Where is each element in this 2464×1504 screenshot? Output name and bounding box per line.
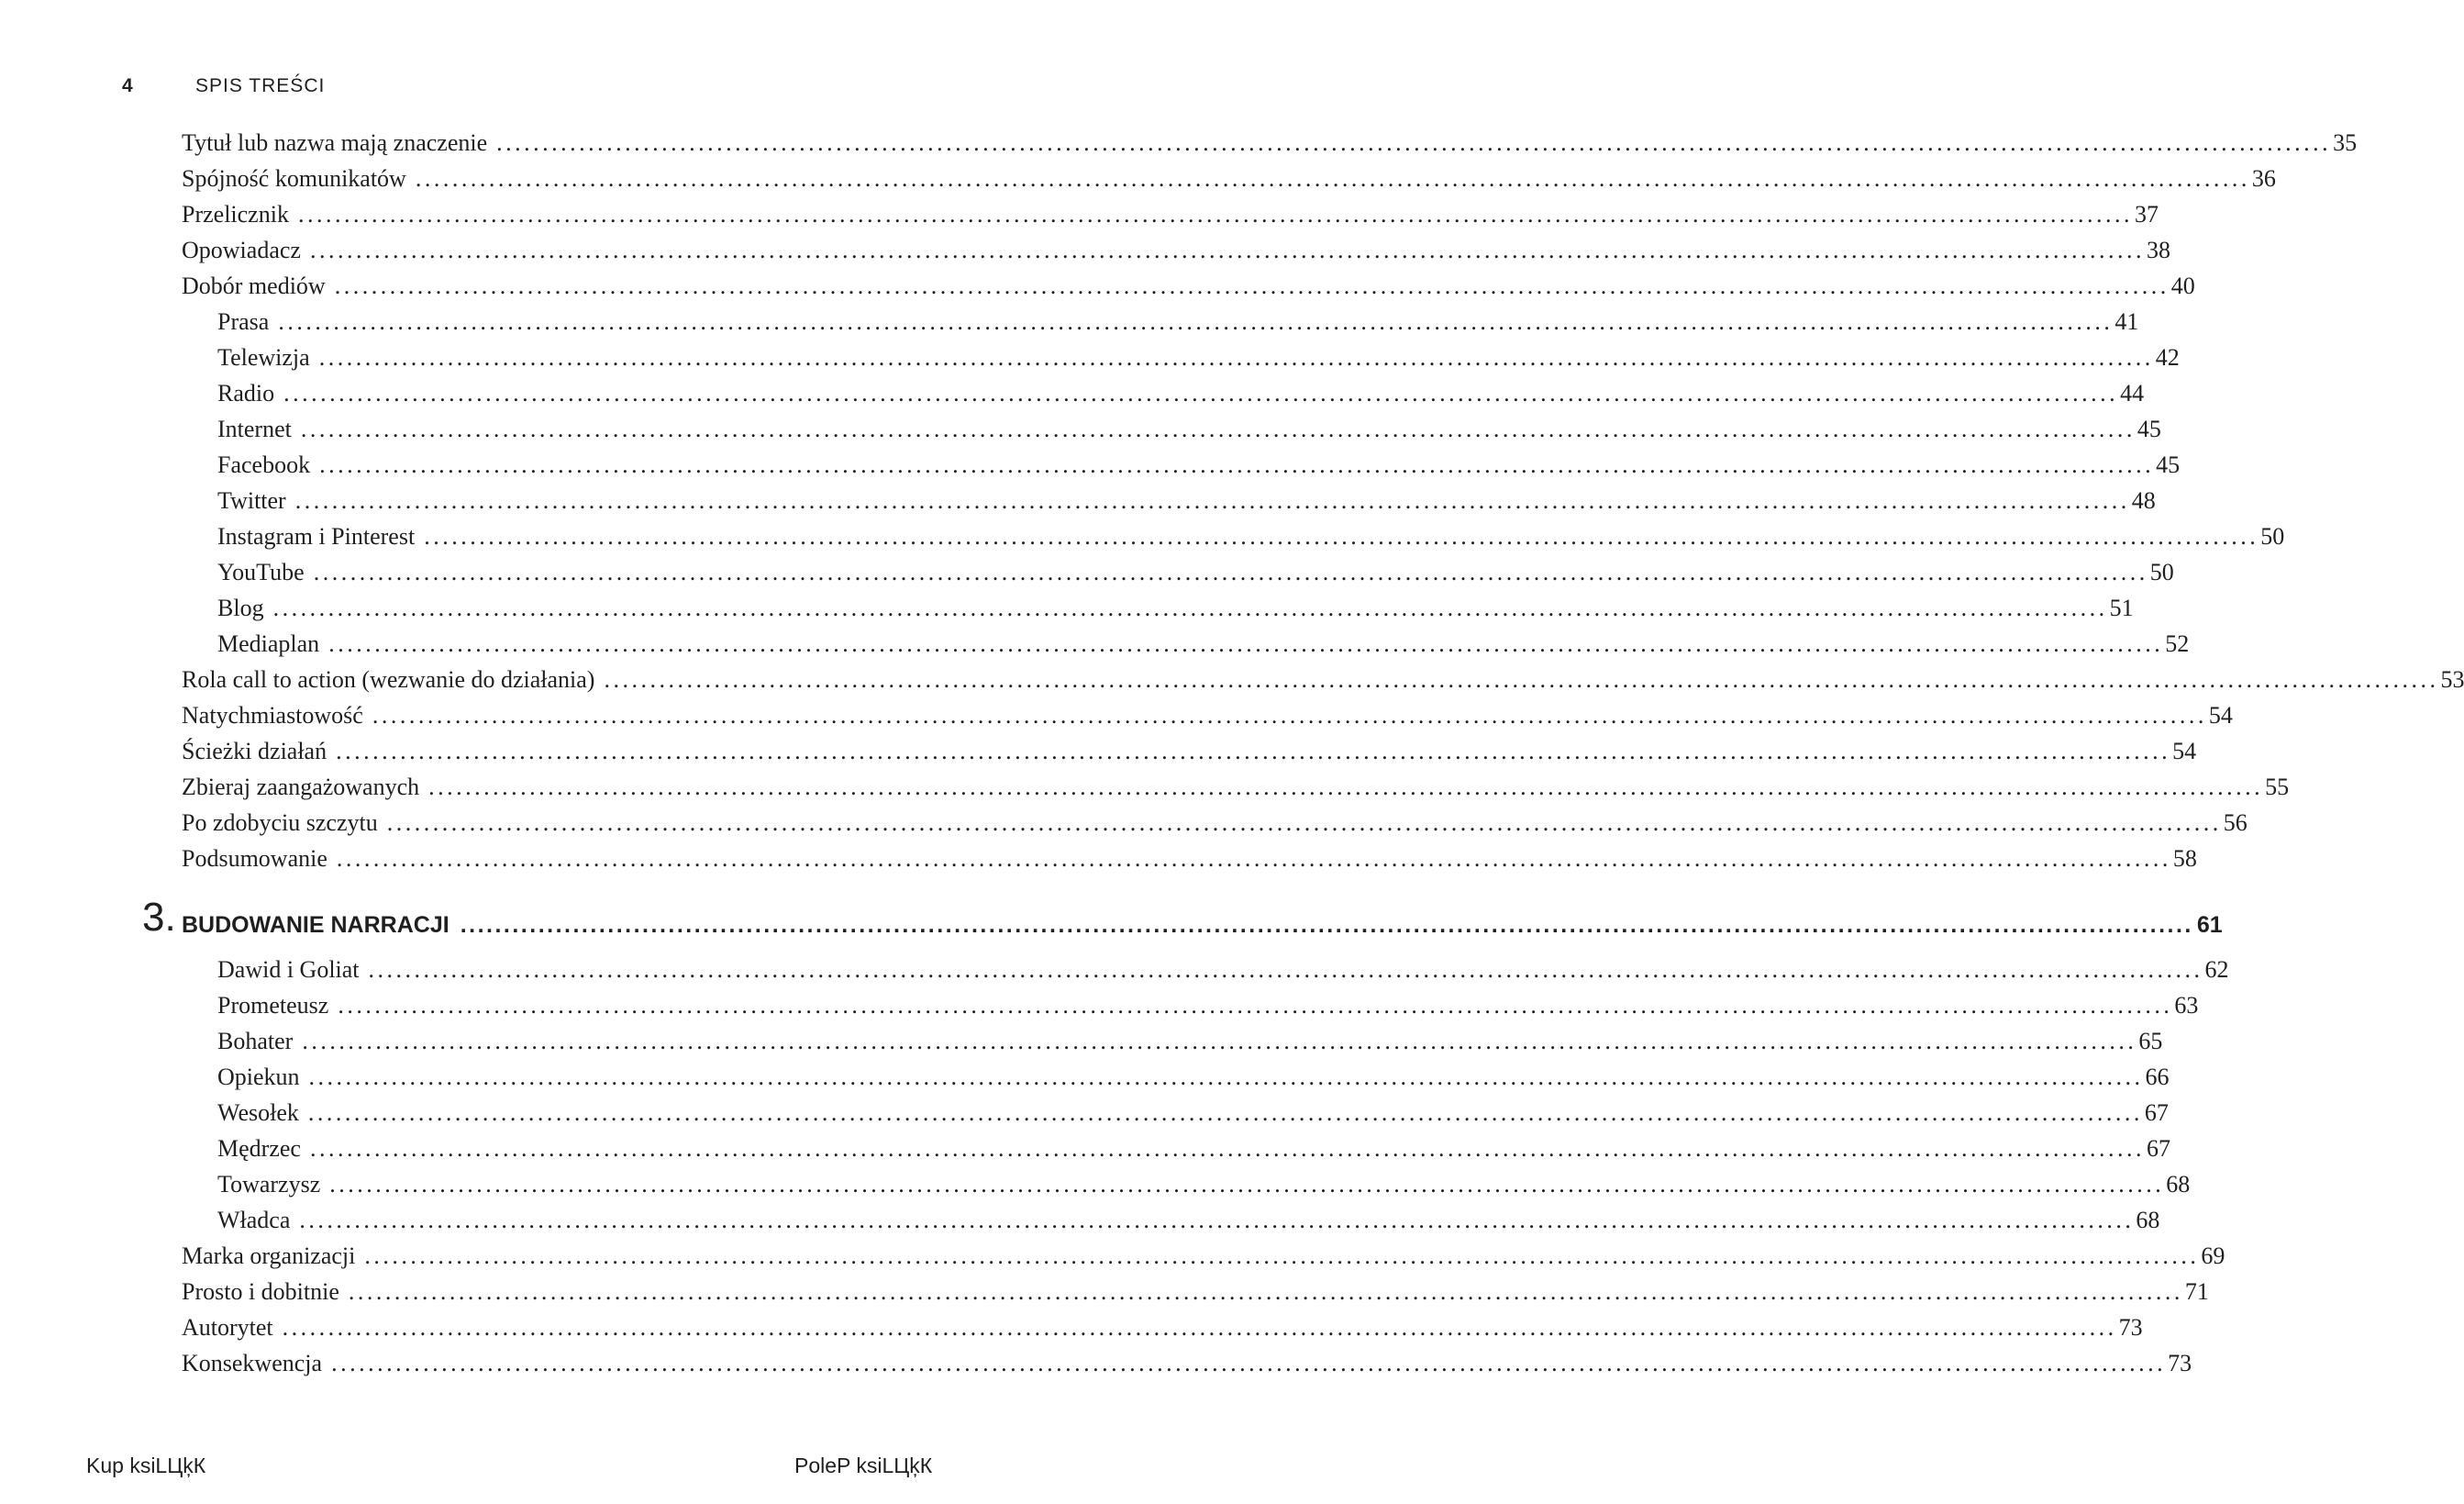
dot-leader: ........................................................................................................................................................................................................ xyxy=(386,809,2222,836)
toc-entry[interactable] xyxy=(182,702,2233,738)
toc-entry-label: Autorytet xyxy=(182,1314,273,1341)
dot-leader: ........................................................................................................................................................................................................ xyxy=(278,308,2114,335)
toc-entry-label: Po zdobyciu szczytu xyxy=(182,809,378,836)
toc-entry[interactable] xyxy=(182,774,2290,809)
running-head: SPIS TREŚCI xyxy=(195,75,326,96)
toc-entry[interactable] xyxy=(182,1314,2143,1350)
toc-entry-label: Dobór mediów xyxy=(182,273,326,299)
toc-entry-label: Przelicznik xyxy=(182,201,289,228)
chapter-number: 3. xyxy=(142,895,176,940)
dot-leader: ........................................................................................................................................................................................................ xyxy=(338,992,2173,1019)
dot-leader: ........................................................................................................................................................................................................ xyxy=(428,774,2264,800)
toc-entry[interactable] xyxy=(182,523,2285,559)
dot-leader: ........................................................................................................................................................................................................ xyxy=(294,487,2130,514)
toc-entry-page: 52 xyxy=(2165,630,2190,657)
dot-leader: ........................................................................................................................................................................................................ xyxy=(604,666,2439,693)
toc-entry-label: Prosto i dobitnie xyxy=(182,1278,339,1305)
toc-entry-label: Twitter xyxy=(217,487,286,514)
toc-entry-page: 73 xyxy=(2168,1350,2192,1376)
dot-leader: ........................................................................................................................................................................................................ xyxy=(336,845,2171,872)
toc-entry-page: 73 xyxy=(2118,1314,2143,1341)
toc-entry-page: 55 xyxy=(2265,774,2290,800)
dot-leader: ........................................................................................................................................................................................................ xyxy=(283,380,2119,407)
toc-entry-page: 44 xyxy=(2120,380,2145,407)
toc-entry[interactable] xyxy=(182,1171,2191,1207)
dot-leader: ........................................................................................................................................................................................................ xyxy=(299,1207,2135,1233)
toc-entry-label: YouTube xyxy=(217,559,305,585)
toc-section-1 xyxy=(182,129,2464,881)
toc-entry-label: Instagram i Pinterest xyxy=(217,523,416,550)
toc-entry-page: 68 xyxy=(2166,1171,2191,1198)
toc-section-2 xyxy=(182,956,2229,1386)
toc-entry-page: 51 xyxy=(2109,595,2134,621)
toc-entry[interactable] xyxy=(182,165,2276,201)
toc-entry[interactable] xyxy=(182,559,2174,595)
toc-entry[interactable] xyxy=(182,308,2139,344)
toc-entry-label: Spójność komunikatów xyxy=(182,165,406,192)
dot-leader: ........................................................................................................................................................................................................ xyxy=(336,738,2171,764)
toc-entry-label: Dawid i Goliat xyxy=(217,956,360,983)
toc-entry[interactable] xyxy=(182,344,2180,380)
toc-entry-label: Natychmiastowość xyxy=(182,702,363,729)
toc-entry-label: Mediaplan xyxy=(217,630,320,657)
toc-entry-page: 38 xyxy=(2146,237,2170,263)
toc-entry-page: 45 xyxy=(2156,451,2181,478)
toc-entry-label: Mędrzec xyxy=(217,1135,301,1162)
toc-entry[interactable] xyxy=(182,273,2195,308)
toc-entry-page: 50 xyxy=(2149,559,2174,585)
dot-leader: ........................................................................................................................................................................................................ xyxy=(308,1064,2144,1090)
toc-entry[interactable] xyxy=(182,1207,2160,1242)
toc-entry-label: Rola call to action (wezwanie do działania) xyxy=(182,666,595,693)
toc-entry-label: Władca xyxy=(217,1207,291,1233)
toc-entry-label: Konsekwencja xyxy=(182,1350,323,1376)
chapter-page: 61 xyxy=(2196,912,2223,938)
dot-leader: ........................................................................................................................................................................................................ xyxy=(297,201,2133,228)
toc-entry-page: 36 xyxy=(2251,165,2276,192)
toc-entry-page: 45 xyxy=(2137,416,2161,442)
dot-leader: ........................................................................................................................................................................................................ xyxy=(424,523,2259,550)
footer-left-link[interactable]: Kup ksiLЦķК xyxy=(86,1454,206,1477)
chapter-heading[interactable] xyxy=(142,894,2223,956)
toc-entry-page: 35 xyxy=(2333,129,2358,156)
dot-leader: ........................................................................................................................................................................................................ xyxy=(331,1350,2167,1376)
toc-entry-page: 54 xyxy=(2208,702,2233,729)
dot-leader: ........................................................................................................................................................................................................ xyxy=(460,912,2193,938)
toc-entry[interactable] xyxy=(182,1064,2170,1099)
toc-entry[interactable] xyxy=(182,201,2159,237)
toc-entry-label: Marka organizacji xyxy=(182,1242,356,1269)
toc-entry[interactable] xyxy=(182,380,2145,416)
toc-entry-label: Tytuł lub nazwa mają znaczenie xyxy=(182,129,488,156)
toc-entry-label: Bohater xyxy=(217,1028,294,1054)
toc-entry-label: Prasa xyxy=(217,308,270,335)
toc-entry[interactable] xyxy=(182,809,2248,845)
dot-leader: ........................................................................................................................................................................................................ xyxy=(318,344,2154,371)
chapter-title: BUDOWANIE NARRACJI xyxy=(182,912,450,938)
toc-entry[interactable] xyxy=(182,1099,2169,1135)
toc-entry[interactable] xyxy=(182,1135,2170,1171)
toc-entry-page: 48 xyxy=(2131,487,2156,514)
toc-entry[interactable] xyxy=(182,451,2181,487)
toc-entry-page: 62 xyxy=(2204,956,2229,983)
toc-entry[interactable] xyxy=(182,595,2134,630)
toc-entry[interactable] xyxy=(182,630,2190,666)
toc-entry[interactable] xyxy=(182,129,2358,165)
toc-entry-page: 69 xyxy=(2201,1242,2225,1269)
toc-entry-page: 37 xyxy=(2134,201,2159,228)
toc-entry-label: Opiekun xyxy=(217,1064,300,1090)
toc-entry[interactable] xyxy=(182,237,2170,273)
toc-entry[interactable] xyxy=(182,845,2197,881)
toc-entry-page: 66 xyxy=(2145,1064,2170,1090)
dot-leader: ........................................................................................................................................................................................................ xyxy=(415,165,2250,192)
toc-entry-page: 53 xyxy=(2440,666,2464,693)
dot-leader: ........................................................................................................................................................................................................ xyxy=(372,702,2207,729)
toc-entry-page: 71 xyxy=(2184,1278,2209,1305)
dot-leader: ........................................................................................................................................................................................................ xyxy=(328,630,2164,657)
toc-entry-page: 42 xyxy=(2155,344,2180,371)
toc-entry[interactable] xyxy=(182,487,2156,523)
toc-entry[interactable] xyxy=(182,666,2464,702)
toc-entry-page: 67 xyxy=(2146,1135,2170,1162)
page-number: 4 xyxy=(122,75,134,96)
page-header xyxy=(122,75,326,97)
toc-entry-page: 56 xyxy=(2223,809,2248,836)
toc-entry-label: Zbieraj zaangażowanych xyxy=(182,774,420,800)
dot-leader: ........................................................................................................................................................................................................ xyxy=(368,956,2203,983)
dot-leader: ........................................................................................................................................................................................................ xyxy=(364,1242,2200,1269)
toc-entry[interactable] xyxy=(182,738,2197,774)
toc-entry-label: Podsumowanie xyxy=(182,845,327,872)
table-of-contents xyxy=(142,129,2464,1386)
toc-entry-page: 67 xyxy=(2144,1099,2169,1126)
toc-entry[interactable] xyxy=(182,1242,2225,1278)
dot-leader: ........................................................................................................................................................................................................ xyxy=(272,595,2108,621)
dot-leader: ........................................................................................................................................................................................................ xyxy=(496,129,2332,156)
toc-entry-label: Internet xyxy=(217,416,292,442)
toc-entry-page: 54 xyxy=(2172,738,2197,764)
toc-entry[interactable] xyxy=(182,416,2161,451)
dot-leader: ........................................................................................................................................................................................................ xyxy=(313,559,2148,585)
toc-entry-page: 68 xyxy=(2136,1207,2160,1233)
toc-entry[interactable] xyxy=(182,956,2229,992)
dot-leader: ........................................................................................................................................................................................................ xyxy=(309,1135,2145,1162)
toc-entry-label: Radio xyxy=(217,380,275,407)
toc-entry-label: Opowiadacz xyxy=(182,237,301,263)
toc-entry-label: Towarzysz xyxy=(217,1171,321,1198)
dot-leader: ........................................................................................................................................................................................................ xyxy=(348,1278,2183,1305)
toc-entry-label: Prometeusz xyxy=(217,992,329,1019)
toc-entry[interactable] xyxy=(182,1028,2163,1064)
dot-leader: ........................................................................................................................................................................................................ xyxy=(319,451,2155,478)
toc-entry-label: Facebook xyxy=(217,451,311,478)
toc-entry-page: 41 xyxy=(2114,308,2139,335)
footer-right-link[interactable]: PoleP ksiLЦķК xyxy=(794,1454,933,1477)
dot-leader: ........................................................................................................................................................................................................ xyxy=(282,1314,2117,1341)
toc-entry-page: 65 xyxy=(2138,1028,2163,1054)
toc-entry-page: 40 xyxy=(2170,273,2195,299)
dot-leader: ........................................................................................................................................................................................................ xyxy=(334,273,2170,299)
dot-leader: ........................................................................................................................................................................................................ xyxy=(309,237,2145,263)
toc-entry-page: 63 xyxy=(2174,992,2199,1019)
toc-entry[interactable] xyxy=(182,992,2199,1028)
toc-entry-label: Blog xyxy=(217,595,264,621)
toc-entry-label: Wesołek xyxy=(217,1099,299,1126)
dot-leader: ........................................................................................................................................................................................................ xyxy=(307,1099,2143,1126)
toc-entry[interactable] xyxy=(182,1278,2209,1314)
dot-leader: ........................................................................................................................................................................................................ xyxy=(302,1028,2137,1054)
dot-leader: ........................................................................................................................................................................................................ xyxy=(300,416,2136,442)
toc-entry-label: Ścieżki działań xyxy=(182,738,327,764)
toc-entry[interactable] xyxy=(182,1350,2192,1386)
toc-entry-page: 50 xyxy=(2260,523,2285,550)
toc-entry-page: 58 xyxy=(2172,845,2197,872)
toc-entry-label: Telewizja xyxy=(217,344,310,371)
dot-leader: ........................................................................................................................................................................................................ xyxy=(329,1171,2165,1198)
